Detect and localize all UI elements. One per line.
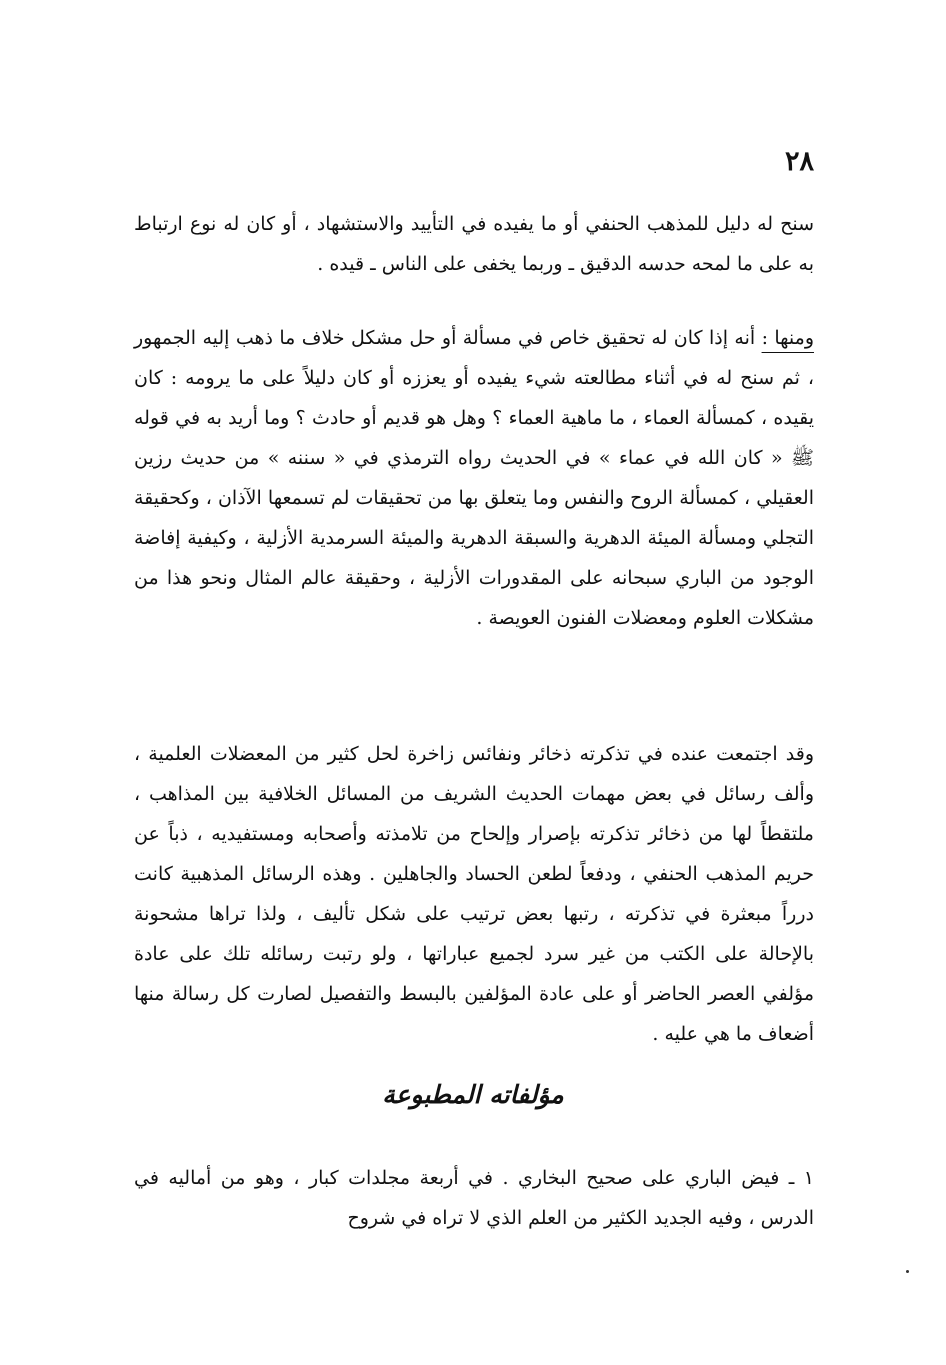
paragraph-4: ١ ـ فيض الباري على صحيح البخاري . في أربعة مجلدات كبار ، وهو من أماليه في الدرس ، وفيه الجديد الكثير من العلم الذي لا تراه في شروح bbox=[134, 1167, 814, 1229]
section-heading: مؤلفاته المطبوعة bbox=[382, 1080, 564, 1109]
paragraph-1: سنح له دليل للمذهب الحنفي أو ما يفيده في التأييد والاستشهاد ، أو كان له نوع ارتباط به على ما لمحه حدسه الدقيق ـ وربما يخفى على الناس ـ قيده . bbox=[134, 213, 814, 275]
paragraph-2-body: أنه إذا كان له تحقيق خاص في مسألة أو حل مشكل خلاف ما ذهب إليه الجمهور ، ثم سنح له في أثناء مطالعته شيء يفيده أو يعززه أو كان دليلاً على ما يرومه : كان يقيده ، كمسألة العماء ، ما ماهية العماء ؟ وهل هو قديم أو حادث ؟ وما أريد به في قوله ﷺ « كان الله في عماء » في الحديث رواه الترمذي في « سننه » من حديث رزين العقيلي ، كمسألة الروح والنفس وما يتعلق بها من تحقيقات لم تسمعها الآذان ، وكحقيقة التجلي ومسألة الميئة الدهرية والسبقة الدهرية والميئة السرمدية الأزلية ، وكيفية إفاضة الوجود من الباري سبحانه على المقدورات الأزلية ، وحقيقة عالم المثال ونحو هذا من مشكلات العلوم ومعضلات الفنون العويصة . bbox=[134, 327, 814, 629]
paragraph-2 bbox=[134, 318, 814, 638]
page-number: ٢٨ bbox=[784, 146, 814, 177]
paragraph-2-lead: ومنها : bbox=[761, 327, 814, 349]
scan-speck bbox=[906, 1270, 909, 1273]
paragraph-3: وقد اجتمعت عنده في تذكرته ذخائر ونفائس زاخرة لحل كثير من المعضلات العلمية ، وألف رسائل في بعض مهمات الحديث الشريف من المسائل الخلافية بين المذاهب ، ملتقطاً لها من ذخائر تذكرته بإصرار وإلحاح من تلامذته وأصحابه ومستفيديه ، ذباً عن حريم المذهب الحنفي ، ودفعاً لطعن الحساد والجاهلين . وهذه الرسائل المذهبية كانت درراً مبعثرة في تذكرته ، رتبها بعض ترتيب على شكل تأليف ، ولذا تراها مشحونة بالإحالة على الكتب من غير سرد لجميع عباراتها ، ولو رتبت رسائله تلك على عادة مؤلفي العصر الحاضر أو على عادة المؤلفين بالبسط والتفصيل لصارت كل رسالة منها أضعاف ما هي عليه . bbox=[134, 743, 815, 1045]
